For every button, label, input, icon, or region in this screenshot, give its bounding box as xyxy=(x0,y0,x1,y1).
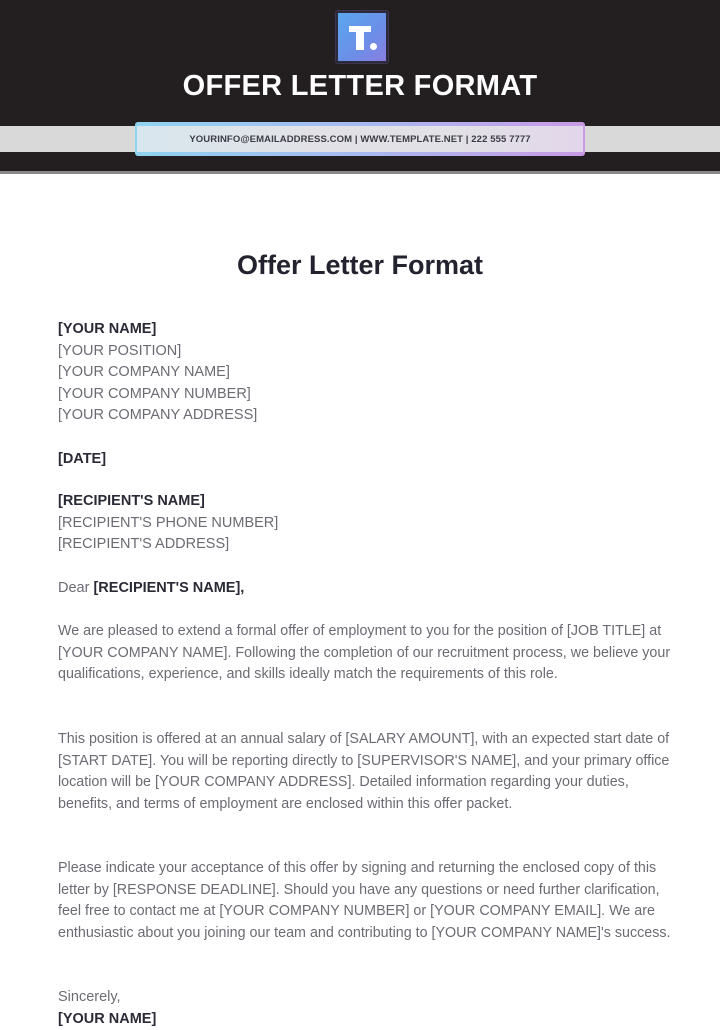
paragraph-offer: We are pleased to extend a formal offer of employment to you for the position of [JOB TITLE] at [YOUR COMPANY NAME]. Following the completion of our recruitment process, we believe your qualifications, experience, and skills ideally match the requirements of this role. xyxy=(58,621,678,686)
closing-block xyxy=(58,987,156,1030)
header-banner xyxy=(0,0,720,174)
template-logo-icon xyxy=(336,11,388,63)
date-block xyxy=(58,449,106,471)
salutation-prefix: Dear xyxy=(58,580,93,596)
signature-name: [YOUR NAME] xyxy=(58,1009,156,1030)
sender-company-address: [YOUR COMPANY ADDRESS] xyxy=(58,405,257,427)
closing: Sincerely, xyxy=(58,987,156,1009)
paragraph-terms: This position is offered at an annual salary of [SALARY AMOUNT], with an expected start date of [START DATE]. You will be reporting directly to [SUPERVISOR'S NAME], and your primary office location will be [YOUR COMPANY ADDRESS]. Detailed information regarding your duties, benefits, and terms of employment are enclosed within this offer packet. xyxy=(58,729,678,815)
recipient-address: [RECIPIENT'S ADDRESS] xyxy=(58,534,278,556)
sender-company-number: [YOUR COMPANY NUMBER] xyxy=(58,384,257,406)
contact-line: YOURINFO@EMAILADDRESS.COM | WWW.TEMPLATE.NET | 222 555 7777 xyxy=(137,126,583,152)
recipient-name: [RECIPIENT'S NAME] xyxy=(58,491,278,513)
sender-block xyxy=(58,319,257,427)
header-title: OFFER LETTER FORMAT xyxy=(0,70,720,103)
salutation-name: [RECIPIENT'S NAME], xyxy=(93,580,244,596)
recipient-phone: [RECIPIENT'S PHONE NUMBER] xyxy=(58,513,278,535)
sender-company-name: [YOUR COMPANY NAME] xyxy=(58,362,257,384)
letter-date: [DATE] xyxy=(58,449,106,471)
paragraph-acceptance: Please indicate your acceptance of this offer by signing and returning the enclosed copy of this letter by [RESPONSE DEADLINE]. Should you have any questions or need further clarification, feel free to contact me at [YOUR COMPANY NUMBER] or [YOUR COMPANY EMAIL]. We are enthusiastic about you joining our team and contributing to [YOUR COMPANY NAME]'s success. xyxy=(58,858,678,944)
document-title: Offer Letter Format xyxy=(0,250,720,281)
salutation xyxy=(58,578,244,600)
recipient-block xyxy=(58,491,278,556)
sender-position: [YOUR POSITION] xyxy=(58,341,257,363)
sender-name: [YOUR NAME] xyxy=(58,319,257,341)
